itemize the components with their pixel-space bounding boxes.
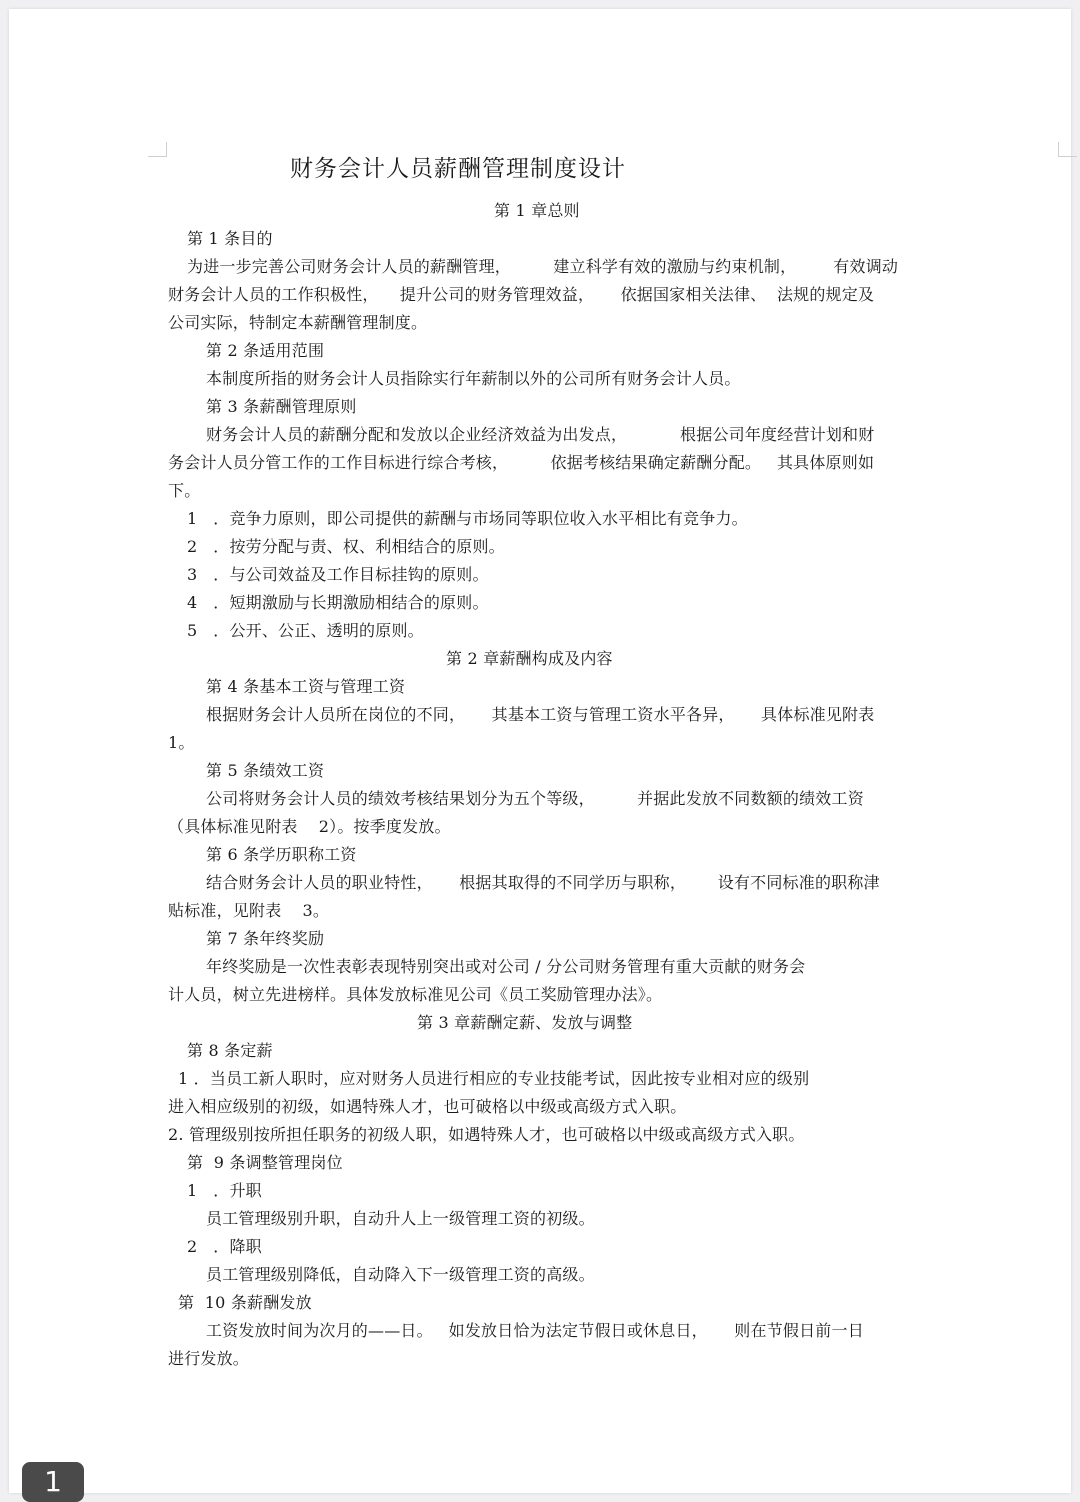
paragraph-line: 员工管理级别降低，自动降入下一级管理工资的高级。 bbox=[206, 1265, 595, 1284]
paragraph-line: 下。 bbox=[168, 481, 201, 500]
article-heading: 第 4 条基本工资与管理工资 bbox=[206, 677, 406, 696]
paragraph-line: 工资发放时间为次月的——日。 如发放日恰为法定节假日或休息日， 则在节假日前一日 bbox=[206, 1321, 864, 1340]
paragraph-line: （具体标准见附表 2）。按季度发放。 bbox=[168, 817, 451, 836]
paragraph-line: 员工管理级别升职，自动升人上一级管理工资的初级。 bbox=[206, 1209, 595, 1228]
chapter-heading: 第 3 章薪酬定薪、发放与调整 bbox=[417, 1013, 633, 1032]
list-item: 1 ．升职 bbox=[187, 1181, 262, 1200]
paragraph-line: 2. 管理级别按所担任职务的初级人职，如遇特殊人才，也可破格以中级或高级方式入职。 bbox=[168, 1125, 805, 1144]
list-item: 4 ．短期激励与长期激励相结合的原则。 bbox=[187, 593, 489, 612]
paragraph-line: 进入相应级别的初级，如遇特殊人才，也可破格以中级或高级方式入职。 bbox=[168, 1097, 687, 1116]
list-item: 2 ．按劳分配与责、权、利相结合的原则。 bbox=[187, 537, 505, 556]
paragraph-line: 贴标准，见附表 3。 bbox=[168, 901, 330, 920]
article-heading: 第 3 条薪酬管理原则 bbox=[206, 397, 357, 416]
paragraph-line: 进行发放。 bbox=[168, 1349, 250, 1368]
chapter-heading: 第 2 章薪酬构成及内容 bbox=[446, 649, 613, 668]
list-item: 3 ．与公司效益及工作目标挂钩的原则。 bbox=[187, 565, 489, 584]
article-heading: 第 2 条适用范围 bbox=[206, 341, 325, 360]
paragraph-line: 公司实际，特制定本薪酬管理制度。 bbox=[168, 313, 428, 332]
article-heading: 第 5 条绩效工资 bbox=[206, 761, 325, 780]
paragraph-line: 为进一步完善公司财务会计人员的薪酬管理， 建立科学有效的激励与约束机制， 有效调动 bbox=[187, 257, 899, 276]
paragraph-line: 财务会计人员的薪酬分配和发放以企业经济效益为出发点， 根据公司年度经营计划和财 bbox=[206, 425, 875, 444]
paragraph-line: 公司将财务会计人员的绩效考核结果划分为五个等级， 并据此发放不同数额的绩效工资 bbox=[206, 789, 864, 808]
article-heading: 第 9 条调整管理岗位 bbox=[187, 1153, 343, 1172]
article-heading: 第 10 条薪酬发放 bbox=[178, 1293, 312, 1312]
document-title: 财务会计人员薪酬管理制度设计 bbox=[290, 156, 626, 182]
paragraph-line: 结合财务会计人员的职业特性， 根据其取得的不同学历与职称， 设有不同标准的职称津 bbox=[206, 873, 880, 892]
paragraph-line: 计人员，树立先进榜样。具体发放标准见公司《员工奖励管理办法》。 bbox=[168, 985, 663, 1004]
paragraph-line: 1 ．当员工新人职时，应对财务人员进行相应的专业技能考试，因此按专业相对应的级别 bbox=[178, 1069, 810, 1088]
article-heading: 第 1 条目的 bbox=[187, 229, 273, 248]
article-heading: 第 6 条学历职称工资 bbox=[206, 845, 357, 864]
paragraph-line: 1。 bbox=[168, 733, 195, 752]
crop-mark-top-left bbox=[148, 142, 167, 157]
chapter-heading: 第 1 章总则 bbox=[494, 201, 580, 220]
list-item: 1 ．竞争力原则，即公司提供的薪酬与市场同等职位收入水平相比有竞争力。 bbox=[187, 509, 748, 528]
paragraph-line: 务会计人员分管工作的工作目标进行综合考核， 依据考核结果确定薪酬分配。 其具体原则如 bbox=[168, 453, 875, 472]
paragraph-line: 年终奖励是一次性表彰表现特别突出或对公司 / 分公司财务管理有重大贡献的财务会 bbox=[206, 957, 806, 976]
article-heading: 第 7 条年终奖励 bbox=[206, 929, 325, 948]
paragraph-line: 财务会计人员的工作积极性， 提升公司的财务管理效益， 依据国家相关法律、 法规的规定及 bbox=[168, 285, 875, 304]
list-item: 2 ．降职 bbox=[187, 1237, 262, 1256]
list-item: 5 ．公开、公正、透明的原则。 bbox=[187, 621, 424, 640]
page-number-badge[interactable]: 1 bbox=[22, 1462, 84, 1502]
crop-mark-top-right bbox=[1058, 142, 1077, 157]
article-heading: 第 8 条定薪 bbox=[187, 1041, 273, 1060]
paragraph-line: 本制度所指的财务会计人员指除实行年薪制以外的公司所有财务会计人员。 bbox=[206, 369, 741, 388]
paragraph-line: 根据财务会计人员所在岗位的不同， 其基本工资与管理工资水平各异， 具体标准见附表 bbox=[206, 705, 875, 724]
